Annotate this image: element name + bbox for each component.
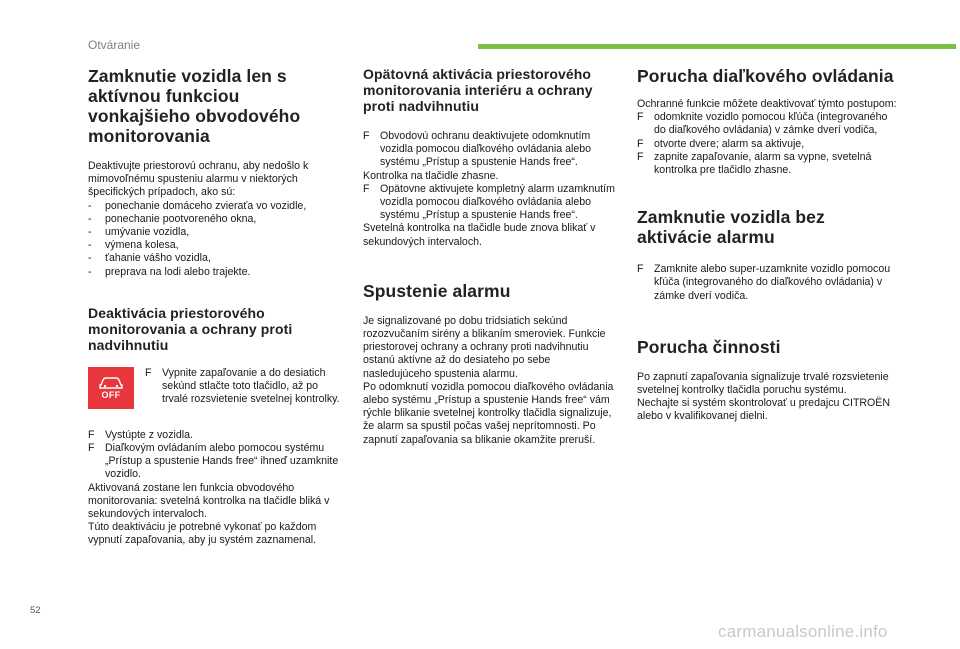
heading-alarm-triggered: Spustenie alarmu [363,280,511,301]
alarm-button-instruction [88,367,346,409]
list-remote-steps [637,111,899,177]
list-item: F Zamknite alebo super-uzamknite vozidlo pomocou kľúča (integrovaného do diaľkového ovládania) v zámke dverí vodiča. [637,263,891,302]
list-item: F zapnite zapaľovanie, alarm sa vypne, svetelná kontrolka pre tlačidlo zhasne. [637,150,872,177]
paragraph-perimeter-active: Aktivovaná zostane len funkcia obvodového monitorovania: svetelná kontrolka na tlačidle bliká v sekundových intervaloch. [88,481,330,521]
paragraph-malfunction-check: Nechajte si systém skontrolovať u predajcu CITROËN alebo v kvalifikovanej dielni. [637,397,891,423]
paragraph-malfunction-signal: Po zapnutí zapaľovania signalizuje trvalé rozsvietenie svetelnej kontrolky tlačidla poruchu systému. [637,370,889,397]
list-item: - preprava na lodi alebo trajekte. [88,265,251,278]
alarm-off-button-icon [88,367,134,409]
off-label: OFF [101,389,121,400]
list-item: F Diaľkovým ovládaním alebo pomocou systému „Prístup a spustenie Hands free“ ihneď uzamknite vozidlo. [88,442,339,481]
heading-lock-perimeter-only: Zamknutie vozidla len s aktívnou funkciou vonkajšieho obvodového monitorovania [88,66,301,146]
paragraph-repeat-deactivation: Túto deaktiváciu je potrebné vykonať po každom vypnutí zapaľovania, aby ju systém zaznamenal. [88,521,317,547]
bullet-icon: F [637,137,644,150]
section-header-label: Otváranie [88,38,141,52]
bullet-icon: F [637,263,644,276]
paragraph-deactivate-intro: Deaktivujte priestorovú ochranu, aby nedošlo k mimovoľnému spusteniu alarmu v niektorých špecifických prípadoch, ako sú: [88,160,309,199]
paragraph-light-blink: Svetelná kontrolka na tlačidle bude znova blikať v sekundových intervaloch. [363,222,596,248]
list-item: F Vypnite zapaľovanie a do desiatich sekúnd stlačte toto tlačidlo, až po trvalé rozsvietenie svetelnej kontrolky. [145,367,345,409]
paragraph-light-off: Kontrolka na tlačidle zhasne. [363,169,499,182]
list-item: - ponechanie pootvoreného okna, [88,212,257,225]
list-item: F Obvodovú ochranu deaktivujete odomknutím vozidla pomocou diaľkového ovládania alebo systému „Prístup a spustenie Hands free“. [363,130,591,169]
bullet-icon: F [145,366,152,379]
heading-remote-failure: Porucha diaľkového ovládania [637,66,894,86]
list-deactivation-steps [88,429,346,482]
heading-malfunction: Porucha činnosti [637,336,781,357]
bullet-icon: F [88,442,95,455]
column-left [88,66,346,548]
heading-deactivation: Deaktivácia priestorového monitorovania a ochrany proti nadvihnutiu [88,304,293,353]
watermark-text: carmanualsonline.info [718,622,888,641]
heading-lock-without-alarm: Zamknutie vozidla bez aktivácie alarmu [637,207,825,248]
bullet-icon: F [363,182,370,195]
car-icon [98,376,124,390]
column-right [637,66,899,424]
paragraph-remote-intro: Ochranné funkcie môžete deaktivovať týmto postupom: [637,98,897,110]
list-item: - ponechanie domáceho zvieraťa vo vozidle, [88,199,307,212]
page-number: 52 [30,605,41,616]
bullet-icon: F [637,111,644,124]
column-middle [363,66,619,447]
list-item: - výmena kolesa, [88,239,179,252]
list-item: F odomknite vozidlo pomocou kľúča (integrovaného do diaľkového ovládania) v zámke dverí vodiča, [637,111,888,137]
bullet-icon: F [88,428,95,441]
list-item: F Opätovne aktivujete kompletný alarm uzamknutím vozidla pomocou diaľkového ovládania alebo systému „Prístup a spustenie Hands free“. [363,182,615,222]
paragraph-alarm-signal: Je signalizované po dobu tridsiatich sekúnd rozozvučaním sirény a blikaním smeroviek. Funkcie priestorovej ochrany a ochrany proti nadvihnutiu ostanú aktívne až do desiateho po sebe nasledujúceho spustenia alarmu. [363,314,606,380]
list-item: F otvorte dvere; alarm sa aktivuje, [637,137,805,150]
list-item: - umývanie vozidla, [88,226,190,239]
header-accent-bar [478,44,956,49]
bullet-icon: F [637,150,644,163]
bullet-icon: F [363,130,370,142]
list-special-cases [88,200,346,279]
list-item: F Vystúpte z vozidla. [88,428,193,441]
heading-reactivation: Opätovná aktivácia priestorového monitorovania interiéru a ochrany proti nadvihnutiu [363,66,593,114]
paragraph-alarm-unlock: Po odomknutí vozidla pomocou diaľkového ovládania alebo systému „Prístup a spustenie Hands free“ vám rýchle blikanie svetelnej kontrolky tlačidla signalizuje, že alarm sa spustil počas vašej neprítomnosti. Po zapnutí zapaľovania sa blikanie okamžite preruší. [363,380,614,446]
list-item: - ťahanie vášho vozidla, [88,252,211,265]
